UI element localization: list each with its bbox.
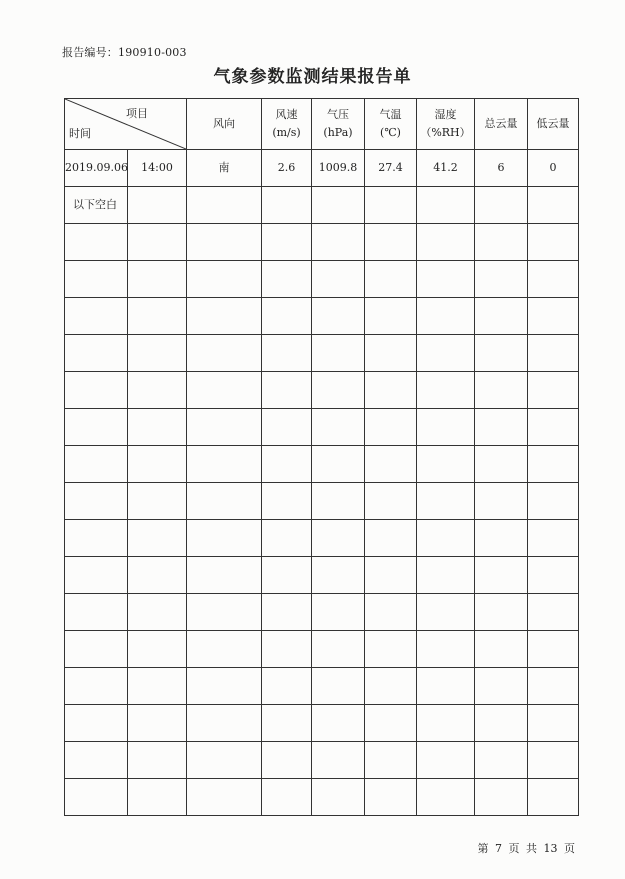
table-cell: [65, 631, 128, 668]
table-cell: [417, 409, 475, 446]
table-cell: [528, 779, 579, 816]
table-cell: [262, 668, 312, 705]
table-cell: [128, 705, 187, 742]
table-cell: [417, 557, 475, 594]
table-cell: [128, 187, 187, 224]
table-cell: [187, 557, 262, 594]
table-cell: [528, 742, 579, 779]
table-cell: [128, 372, 187, 409]
empty-table-row: [65, 335, 579, 372]
table-cell: [417, 631, 475, 668]
table-cell: [187, 705, 262, 742]
table-cell: [262, 779, 312, 816]
table-cell: [187, 409, 262, 446]
table-cell: [128, 631, 187, 668]
table-cell: [365, 409, 417, 446]
table-cell: [528, 557, 579, 594]
table-cell: [528, 372, 579, 409]
empty-table-row: [65, 742, 579, 779]
table-cell: [187, 779, 262, 816]
header-total-cloud: 总云量: [475, 99, 528, 150]
header-temperature-label: 气温: [379, 108, 402, 122]
table-cell: [365, 335, 417, 372]
table-cell: [65, 335, 128, 372]
header-pressure-unit: (hPa): [323, 126, 353, 139]
header-wind-direction: 风向: [187, 99, 262, 150]
header-humidity-label: 湿度: [434, 108, 457, 122]
page-number: 第 7 页 共 13 页: [477, 842, 575, 855]
header-time-label: 时间: [69, 127, 91, 141]
table-cell: [65, 483, 128, 520]
cell-total-cloud: 6: [475, 150, 528, 187]
table-cell: [475, 409, 528, 446]
header-wind-speed-unit: (m/s): [272, 126, 301, 139]
diagonal-header-cell: [65, 99, 187, 150]
table-cell: [65, 705, 128, 742]
table-cell: [65, 742, 128, 779]
table-cell: [475, 187, 528, 224]
table-cell: [365, 594, 417, 631]
table-cell: [528, 631, 579, 668]
table-cell: [187, 372, 262, 409]
table-cell: [365, 187, 417, 224]
table-cell: [475, 261, 528, 298]
empty-table-row: [65, 557, 579, 594]
table-cell: [262, 335, 312, 372]
table-cell: [417, 594, 475, 631]
table-cell: [528, 224, 579, 261]
table-cell: [187, 446, 262, 483]
cell-wind-speed: 2.6: [262, 150, 312, 187]
table-cell: [65, 446, 128, 483]
table-cell: [312, 446, 365, 483]
table-cell: [187, 483, 262, 520]
table-cell: [312, 224, 365, 261]
table-cell: [187, 631, 262, 668]
table-cell: [312, 372, 365, 409]
table-cell: [65, 668, 128, 705]
header-humidity: [417, 99, 475, 150]
header-pressure: [312, 99, 365, 150]
table-cell: [475, 742, 528, 779]
table-cell: [417, 483, 475, 520]
table-cell: [475, 446, 528, 483]
table-cell: [187, 335, 262, 372]
header-pressure-label: 气压: [327, 108, 349, 122]
table-cell: [475, 594, 528, 631]
table-cell: [417, 668, 475, 705]
table-cell: [128, 520, 187, 557]
empty-table-row: [65, 483, 579, 520]
empty-table-row: [65, 705, 579, 742]
table-cell: [312, 483, 365, 520]
table-cell: [65, 520, 128, 557]
table-cell: [65, 779, 128, 816]
empty-table-row: [65, 409, 579, 446]
table-cell: [417, 705, 475, 742]
table-cell: [312, 594, 365, 631]
empty-table-row: [65, 298, 579, 335]
table-cell: [128, 261, 187, 298]
table-cell: [528, 409, 579, 446]
table-cell: [262, 224, 312, 261]
table-row: [65, 150, 579, 187]
cell-time: 14:00: [128, 150, 187, 187]
table-cell: [262, 446, 312, 483]
empty-table-row: [65, 520, 579, 557]
header-humidity-unit: （%RH）: [420, 126, 471, 139]
table-cell: [365, 631, 417, 668]
empty-table-row: [65, 631, 579, 668]
header-low-cloud: 低云量: [528, 99, 579, 150]
table-cell: [475, 631, 528, 668]
table-cell: [65, 409, 128, 446]
table-cell: [65, 298, 128, 335]
table-cell: [365, 446, 417, 483]
header-item-label: 项目: [126, 107, 148, 120]
table-cell: [262, 372, 312, 409]
table-cell: [262, 557, 312, 594]
results-table: [64, 98, 579, 816]
table-cell: [475, 705, 528, 742]
results-table-container: [64, 98, 578, 814]
table-cell: [187, 742, 262, 779]
table-cell: [262, 409, 312, 446]
table-cell: [312, 557, 365, 594]
table-cell: [528, 520, 579, 557]
table-cell: [262, 520, 312, 557]
table-cell: [65, 224, 128, 261]
table-cell: [262, 594, 312, 631]
table-cell: [365, 705, 417, 742]
page-title: 气象参数监测结果报告单: [213, 67, 412, 87]
header-wind-speed-label: 风速: [275, 108, 298, 122]
table-cell: [128, 409, 187, 446]
table-cell: [262, 631, 312, 668]
table-cell: [365, 372, 417, 409]
table-cell: [262, 261, 312, 298]
empty-rows: [65, 224, 579, 816]
header-temperature: [365, 99, 417, 150]
table-cell: [528, 668, 579, 705]
table-cell: [365, 742, 417, 779]
table-cell: [417, 261, 475, 298]
cell-humidity: 41.2: [417, 150, 475, 187]
table-cell: [528, 187, 579, 224]
table-cell: [187, 298, 262, 335]
table-cell: [312, 298, 365, 335]
table-cell: [65, 372, 128, 409]
table-cell: [187, 224, 262, 261]
table-cell: [365, 668, 417, 705]
table-cell: [528, 446, 579, 483]
cell-wind-direction: 南: [187, 150, 262, 187]
table-cell: [528, 298, 579, 335]
table-cell: [417, 187, 475, 224]
table-cell: [417, 779, 475, 816]
table-cell: [475, 224, 528, 261]
table-cell: [417, 335, 475, 372]
table-cell: [128, 779, 187, 816]
table-cell: [365, 224, 417, 261]
table-cell: [312, 187, 365, 224]
table-cell: [262, 483, 312, 520]
table-cell: [475, 372, 528, 409]
table-cell: [365, 261, 417, 298]
table-cell: [187, 261, 262, 298]
table-cell: [128, 224, 187, 261]
table-cell: [312, 409, 365, 446]
table-cell: [128, 594, 187, 631]
table-cell: [417, 224, 475, 261]
empty-table-row: [65, 261, 579, 298]
table-cell: [312, 742, 365, 779]
table-cell: [128, 742, 187, 779]
table-cell: [475, 520, 528, 557]
report-number: 报告编号：190910-003: [62, 46, 187, 59]
table-cell: [475, 335, 528, 372]
table-cell: [65, 594, 128, 631]
table-cell: [312, 631, 365, 668]
table-cell: [312, 335, 365, 372]
table-cell: [187, 520, 262, 557]
table-cell: [417, 520, 475, 557]
header-row: [65, 99, 579, 150]
table-cell: [312, 705, 365, 742]
empty-table-row: [65, 224, 579, 261]
cell-temperature: 27.4: [365, 150, 417, 187]
table-cell: [187, 187, 262, 224]
table-cell: [128, 335, 187, 372]
table-cell: [417, 298, 475, 335]
table-cell: [128, 446, 187, 483]
table-cell: [128, 483, 187, 520]
table-cell: [128, 668, 187, 705]
table-cell: [528, 705, 579, 742]
table-cell: [365, 298, 417, 335]
cell-date: 2019.09.06: [65, 150, 128, 187]
table-cell: [365, 557, 417, 594]
table-cell: [475, 298, 528, 335]
table-cell: [475, 668, 528, 705]
table-cell: [528, 335, 579, 372]
table-cell: [417, 372, 475, 409]
table-cell: [528, 594, 579, 631]
table-cell: [312, 520, 365, 557]
table-cell: [262, 298, 312, 335]
table-cell: [262, 187, 312, 224]
table-cell: [475, 557, 528, 594]
cell-low-cloud: 0: [528, 150, 579, 187]
table-cell: [262, 705, 312, 742]
table-cell: [365, 520, 417, 557]
table-cell: [365, 483, 417, 520]
table-cell: [65, 557, 128, 594]
table-cell: [417, 742, 475, 779]
table-cell: [312, 779, 365, 816]
table-cell: [128, 557, 187, 594]
table-cell: [312, 668, 365, 705]
table-cell: [365, 779, 417, 816]
table-cell: [262, 742, 312, 779]
header-wind-speed: [262, 99, 312, 150]
table-cell: [312, 261, 365, 298]
table-cell: [528, 261, 579, 298]
empty-table-row: [65, 446, 579, 483]
table-row: [65, 187, 579, 224]
empty-table-row: [65, 372, 579, 409]
table-cell: [475, 779, 528, 816]
table-cell: [475, 483, 528, 520]
empty-table-row: [65, 668, 579, 705]
empty-table-row: [65, 594, 579, 631]
table-cell: [417, 446, 475, 483]
table-cell: [187, 594, 262, 631]
header-temperature-unit: (℃): [380, 126, 401, 139]
table-cell: [65, 261, 128, 298]
table-cell: [128, 298, 187, 335]
cell-pressure: 1009.8: [312, 150, 365, 187]
empty-table-row: [65, 779, 579, 816]
blank-note: 以下空白: [65, 187, 128, 224]
table-cell: [528, 483, 579, 520]
table-cell: [187, 668, 262, 705]
